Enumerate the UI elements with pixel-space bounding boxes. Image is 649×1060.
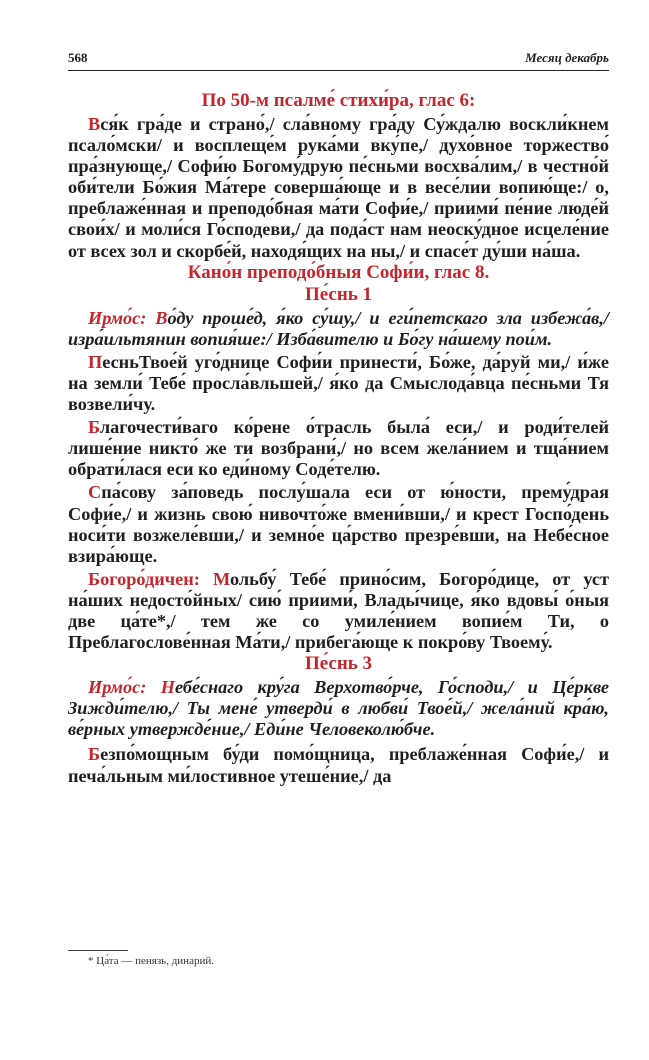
paragraph-text: лагочести́ваго ко́рене о́трасль была́ еси,/ и роди́телей лише́ние никто́ же ти возбрани́,/ но всем жела́нием и тща́нием обрати́лася еси ко еди́ному Соде́телю. bbox=[68, 417, 609, 480]
paragraph-irmos-1 bbox=[68, 308, 609, 350]
irmos-label: Ирмо́с: bbox=[88, 677, 147, 698]
paragraph-theotokion bbox=[68, 569, 609, 653]
heading-stichera: По 50-м псалме́ стихи́ра, глас 6: bbox=[201, 90, 476, 111]
drop-initial: Н bbox=[160, 677, 175, 698]
running-title: Месяц декабрь bbox=[525, 50, 609, 65]
heading-song-3: Пе́снь 3 bbox=[304, 653, 373, 675]
page-body bbox=[68, 90, 609, 787]
paragraph-text: о́ду проше́д, я́ко су́шу,/ и еги́петскаго зла избежа́в,/ изра́ильтянин вопия́ше:/ Изба́вителю и Бо́гу на́шему пои́м. bbox=[68, 307, 610, 349]
paragraph-troparion-2 bbox=[68, 417, 609, 480]
paragraph-text: ольбу́ Тебе́ прино́сим, Богоро́дице, от уст на́ших недосто́йных/ сию́ приими́, Влады́чице, я́ко вдовы́ о́ныя две ца́те*,/ тем же со умиле́нием вопие́м Ти, о Преблагослове́нная Ма́ти,/ прибега́юще к покро́ву Твоему́. bbox=[68, 568, 609, 653]
footnote-rule bbox=[68, 950, 128, 951]
theotokion-label: Богоро́дичен: bbox=[88, 568, 200, 589]
heading-song-1: Пе́снь 1 bbox=[304, 283, 373, 305]
drop-initial: Б bbox=[88, 744, 101, 765]
drop-initial: С bbox=[88, 482, 102, 503]
paragraph-text: ебе́снаго кру́га Верхотво́рче, Го́споди,/ и Це́ркве Зижди́телю,/ Ты мене́ утверди́ в любви́ Твое́й,/ жела́ний кра́ю, ве́рных утвержде́ние,/ Еди́не Человеколю́бче. bbox=[68, 677, 610, 740]
paragraph-troparion-3 bbox=[68, 482, 609, 566]
drop-initial: М bbox=[213, 568, 231, 589]
footnote: * Ца́та — пенязь, динарий. bbox=[88, 955, 214, 967]
paragraph-text: па́сову за́поведь послу́шала еси от ю́ности, прему́драя Софи́е,/ и жизнь свою́ нивочто́же вмени́вши,/ и крест Госпо́день носи́ти возжеле́вши,/ и земно́е ца́рство презре́вши, на Небе́сное взира́юще. bbox=[68, 482, 609, 566]
page-number: 568 bbox=[68, 50, 88, 65]
paragraph-stichera bbox=[68, 114, 609, 262]
drop-initial: Б bbox=[88, 417, 100, 438]
paragraph-troparion-1 bbox=[68, 352, 609, 415]
irmos-label: Ирмо́с: bbox=[88, 307, 147, 328]
paragraph-irmos-3 bbox=[68, 677, 609, 740]
paragraph-text: есньТвое́й уго́днице Софи́и принести́, Бо́же, да́руй ми,/ и́же на земли́ Тебе́ просла́вльшей,/ я́ко да Смыслода́вца пе́сньми Тя возвели́чу. bbox=[68, 351, 609, 415]
drop-initial: В bbox=[88, 114, 101, 134]
drop-initial: В bbox=[155, 307, 168, 328]
paragraph-troparion-4 bbox=[68, 744, 609, 786]
paragraph-text: ся́к гра́де и страно́,/ сла́вному гра́ду Су́ждалю воскли́кнем псало́мски/ и восплеще́м рука́ми вку́пе,/ духо́вное торжество́ пра́знующе,/ Софи́ю Богому́друю пе́сньми восхва́лим,/ в честно́й оби́тели Бо́жия Ма́тере соверша́юще и в весе́лии вопию́ще:/ о, преблаже́нная и преподо́бная ма́ти Софи́е,/ приими́ пе́ние люде́й свои́х/ и моли́ся Го́сподеви,/ да пода́ст нам неоску́дное исцеле́ние от всех зол и скорбе́й, находя́щих на ны,/ и спасе́т ду́ши на́ша. bbox=[68, 114, 609, 261]
drop-initial: П bbox=[88, 351, 103, 372]
paragraph-text: езпо́мощным бу́ди помо́щница, преблаже́нная Софи́е,/ и печа́льным ми́лостивное утеше́ние,/ да bbox=[68, 744, 609, 786]
running-head bbox=[68, 48, 609, 71]
heading-canon: Кано́н преподо́бныя Софи́и, глас 8. bbox=[187, 261, 490, 283]
